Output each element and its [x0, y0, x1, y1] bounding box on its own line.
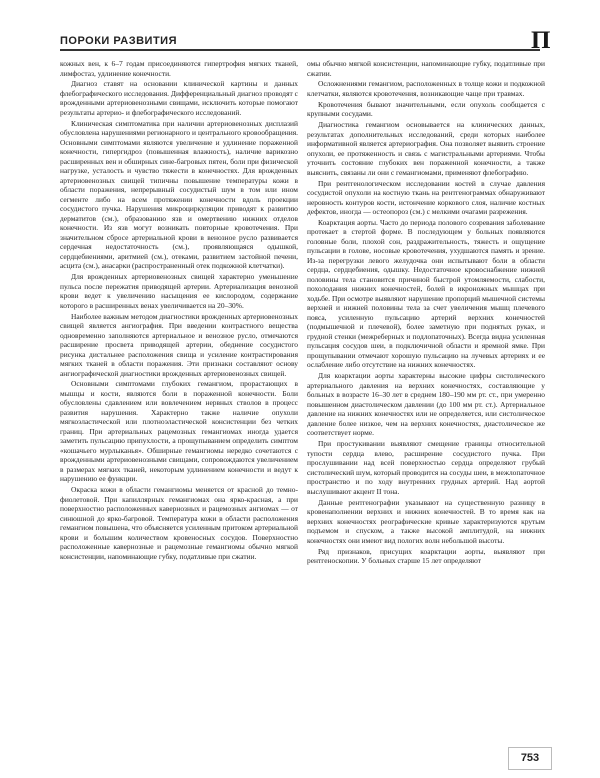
- left-column: [60, 59, 298, 563]
- paragraph: Клиническая симптоматика при наличии артериовенозных дисплазий обусловлена нарушениями регионарного и центрального кровообращения. Основными симптомами являются увеличение и удлинение пораженной конечности, гипергидроз (повышенная влажность), наличие варикозно расширенных вен и обширных сине-багровых пятен, боли при физической нагрузке, усталость и чувство тяжести в конечностях. Для врожденных артериовенозных свищей типичны повышение температуры кожи в области поражения, непрерывный сосудистый шум в том или ином сегменте либо на всем протяжении конечности вдоль проекции сосудистого пучка. Нарушения микроциркуляции приводят к развитию дерматитов (см.), образованию язв и омертвению нижних отделов конечности. Из язв могут возникать повторные кровотечения. При значительном сбросе артериальной крови в венозное русло развивается сердечная недостаточность (см.), проявляющаяся одышкой, сердцебиениями, аритмией (см.), отеками, развитием застойной печени, асцита (см.), анасарки (распространенный отек подкожной клетчатки).: [60, 118, 298, 271]
- paragraph: При простукивании выявляют смещение границы относительной тупости сердца влево, расширение сосудистого пучка. При прослушивании над всей поверхностью сердца определяют грубый систолический шум, который проводится на сосуды шеи, в межлопаточное пространство и по ходу внутренних грудных артерий. Над аортой выслушивают акцент II тона.: [307, 439, 545, 496]
- paragraph: Кровотечения бывают значительными, если опухоль сообщается с крупными сосудами.: [307, 99, 545, 119]
- paragraph: Диагноз ставят на основании клинической картины и данных флебографического исследования. Дифференциальный диагноз проводят с врожденными артериовенозными свищами, исключить которые помогают результаты артерио- и флебографического исследований.: [60, 79, 298, 117]
- paragraph: Осложнениями гемангиом, расположенных в толще кожи и подкожной клетчатки, являются кровотечения, возникающие чаще при травмах.: [307, 79, 545, 98]
- paragraph: Коарктация аорты. Часто до периода полового созревания заболевание протекает в стертой форме. В последующем у больных появляются головные боли, плохой сон, раздражительность, тяжесть и ощущение пульсации в голове, носовые кровотечения, ухудшаются память и зрение. Из-за перегрузки левого желудочка они испытывают боли в области сердца, сердцебиения, одышку. Недостаточное кровоснабжение нижней половины тела становится причиной быстрой утомляемости, слабости, похолодания нижних конечностей, болей в икроножных мышцах при ходьбе. При осмотре выявляют нарушение пропорций мышечной системы верхней и нижней половины тела за счет увеличения мышц плечевого пояса, усиленную пульсацию артерий верхних конечностей (подмышечной и плечевой), более заметную при поднятых руках, и грудной стенки (межреберных и подлопаточных). Всегда видна усиленная пульсация сосудов шеи, в подключичной области и яремной ямке. При прощупывании отмечают хорошую пульсацию на лучевых артериях и ее ослабление либо отсутствие на нижних конечностях.: [307, 217, 545, 370]
- paragraph: Диагностика гемангиом основывается на клинических данных, результатах дополнительных исследований, среди которых наиболее информативной является артериография. Она позволяет выявить строение опухоли, ее протяженность и связь с магистральными артериями. Чтобы уточнить состояние глубоких вен пораженной конечности, а также выяснить, связаны ли они с гемангиомами, применяют флебографию.: [307, 120, 545, 177]
- running-header: [60, 31, 540, 51]
- paragraph: Данные рентгенографии указывают на существенную разницу в кровенаполнении верхних и нижних конечностей. В то время как на верхних конечностях реографические кривые характеризуются крутым подъемом и спуском, а также высокой амплитудой, на нижних конечностях они имеют вид пологих волн небольшой высоты.: [307, 497, 545, 545]
- section-letter: П: [531, 27, 551, 54]
- paragraph: Наиболее важным методом диагностики врожденных артериовенозных свищей является ангиография. При введении контрастного вещества одновременно заполняются артериальное и венозное русло, отмечаются расширение просвета приводящей артерии, обеднение сосудистого рисунка дистальнее расположения свища и усиление контрастирования мягких тканей в области поражения. Эти признаки составляют основу ангиографической диагностики врожденных артериовенозных свищей.: [60, 311, 298, 378]
- section-title: ПОРОКИ РАЗВИТИЯ: [60, 35, 177, 47]
- paragraph: кожных вен, к 6–7 годам присоединяются гипертрофия мягких тканей, лимфостаз, удлинение конечности.: [60, 59, 298, 78]
- header-rule: [60, 49, 540, 51]
- paragraph: Для врожденных артериовенозных свищей характерно уменьшение пульса после пережатия приводящей артерии. Артериализация венозной крови ведет к увеличению насыщения ее кислородом, содержание которого в расширенных венах увеличивается на 20–30%.: [60, 272, 298, 310]
- paragraph: Основными симптомами глубоких гемангиом, прорастающих в мышцы и кости, являются боли в пораженной конечности. Боли обусловлены сдавлением или вовлечением нервных стволов в процесс развития нарушения. Характерно также наличие опухоли мягкоэластической или плотноэластической консистенции без четких границ. При артериальных рацемозных гемангиомах иногда удается заметить пульсацию припухлости, а прощупыванием определить симптом «кошачьего мурлыканья». Обширные гемангиомы нередко сочетаются с врожденными артериовенозными свищами, сопровождаются увеличением в размерах мягких тканей, некоторым удлинением конечности и ведут к нарушению ее функции.: [60, 379, 298, 484]
- paragraph: При рентгенологическом исследовании костей в случае давления сосудистой опухоли на костную ткань на рентгенограммах обнаруживают неровность контуров кости, истончение коркового слоя, наличие костных дефектов, иногда — остеопороз (см.) с мелкими очагами разрежения.: [307, 178, 545, 217]
- paragraph: Ряд признаков, присущих коарктации аорты, выявляют при рентгеноскопии. У больных старше 15 лет определяют: [307, 546, 545, 566]
- paragraph: Для коарктации аорты характерны высокие цифры систолического артериального давления на верхних конечностях, составляющие у больных в возрасте 16–30 лет в среднем 180–190 мм рт. ст., при умеренно повышенном диастолическом давлении (до 100 мм рт. ст.). Артериальное давление на нижних конечностях или не определяется, или систолическое давление более низкое, чем на верхних конечностях, диастолическое же соответствует норме.: [307, 371, 545, 438]
- paragraph: Окраска кожи в области гемангиомы меняется от красной до темно-фиолетовой. При капиллярных гемангиомах она ярко-красная, а при поверхностно расположенных кавернозных и рацемозных ангиомах — от синюшной до ярко-багровой. Температура кожи в области расположения гемангиом повышена, что объясняется усиленным притоком артериальной крови и большим количеством кровеносных сосудов. Поверхностно расположенные кавернозные и рацемозные гемангиомы обычно мягкой консистенции, напоминающие губку, податливые при сжатии.: [60, 485, 298, 561]
- paragraph: омы обычно мягкой консистенции, напоминающие губку, податливые при сжатии.: [307, 59, 545, 78]
- page-number: 753: [520, 752, 540, 764]
- page-number-box: [508, 747, 552, 770]
- right-column: [307, 59, 545, 567]
